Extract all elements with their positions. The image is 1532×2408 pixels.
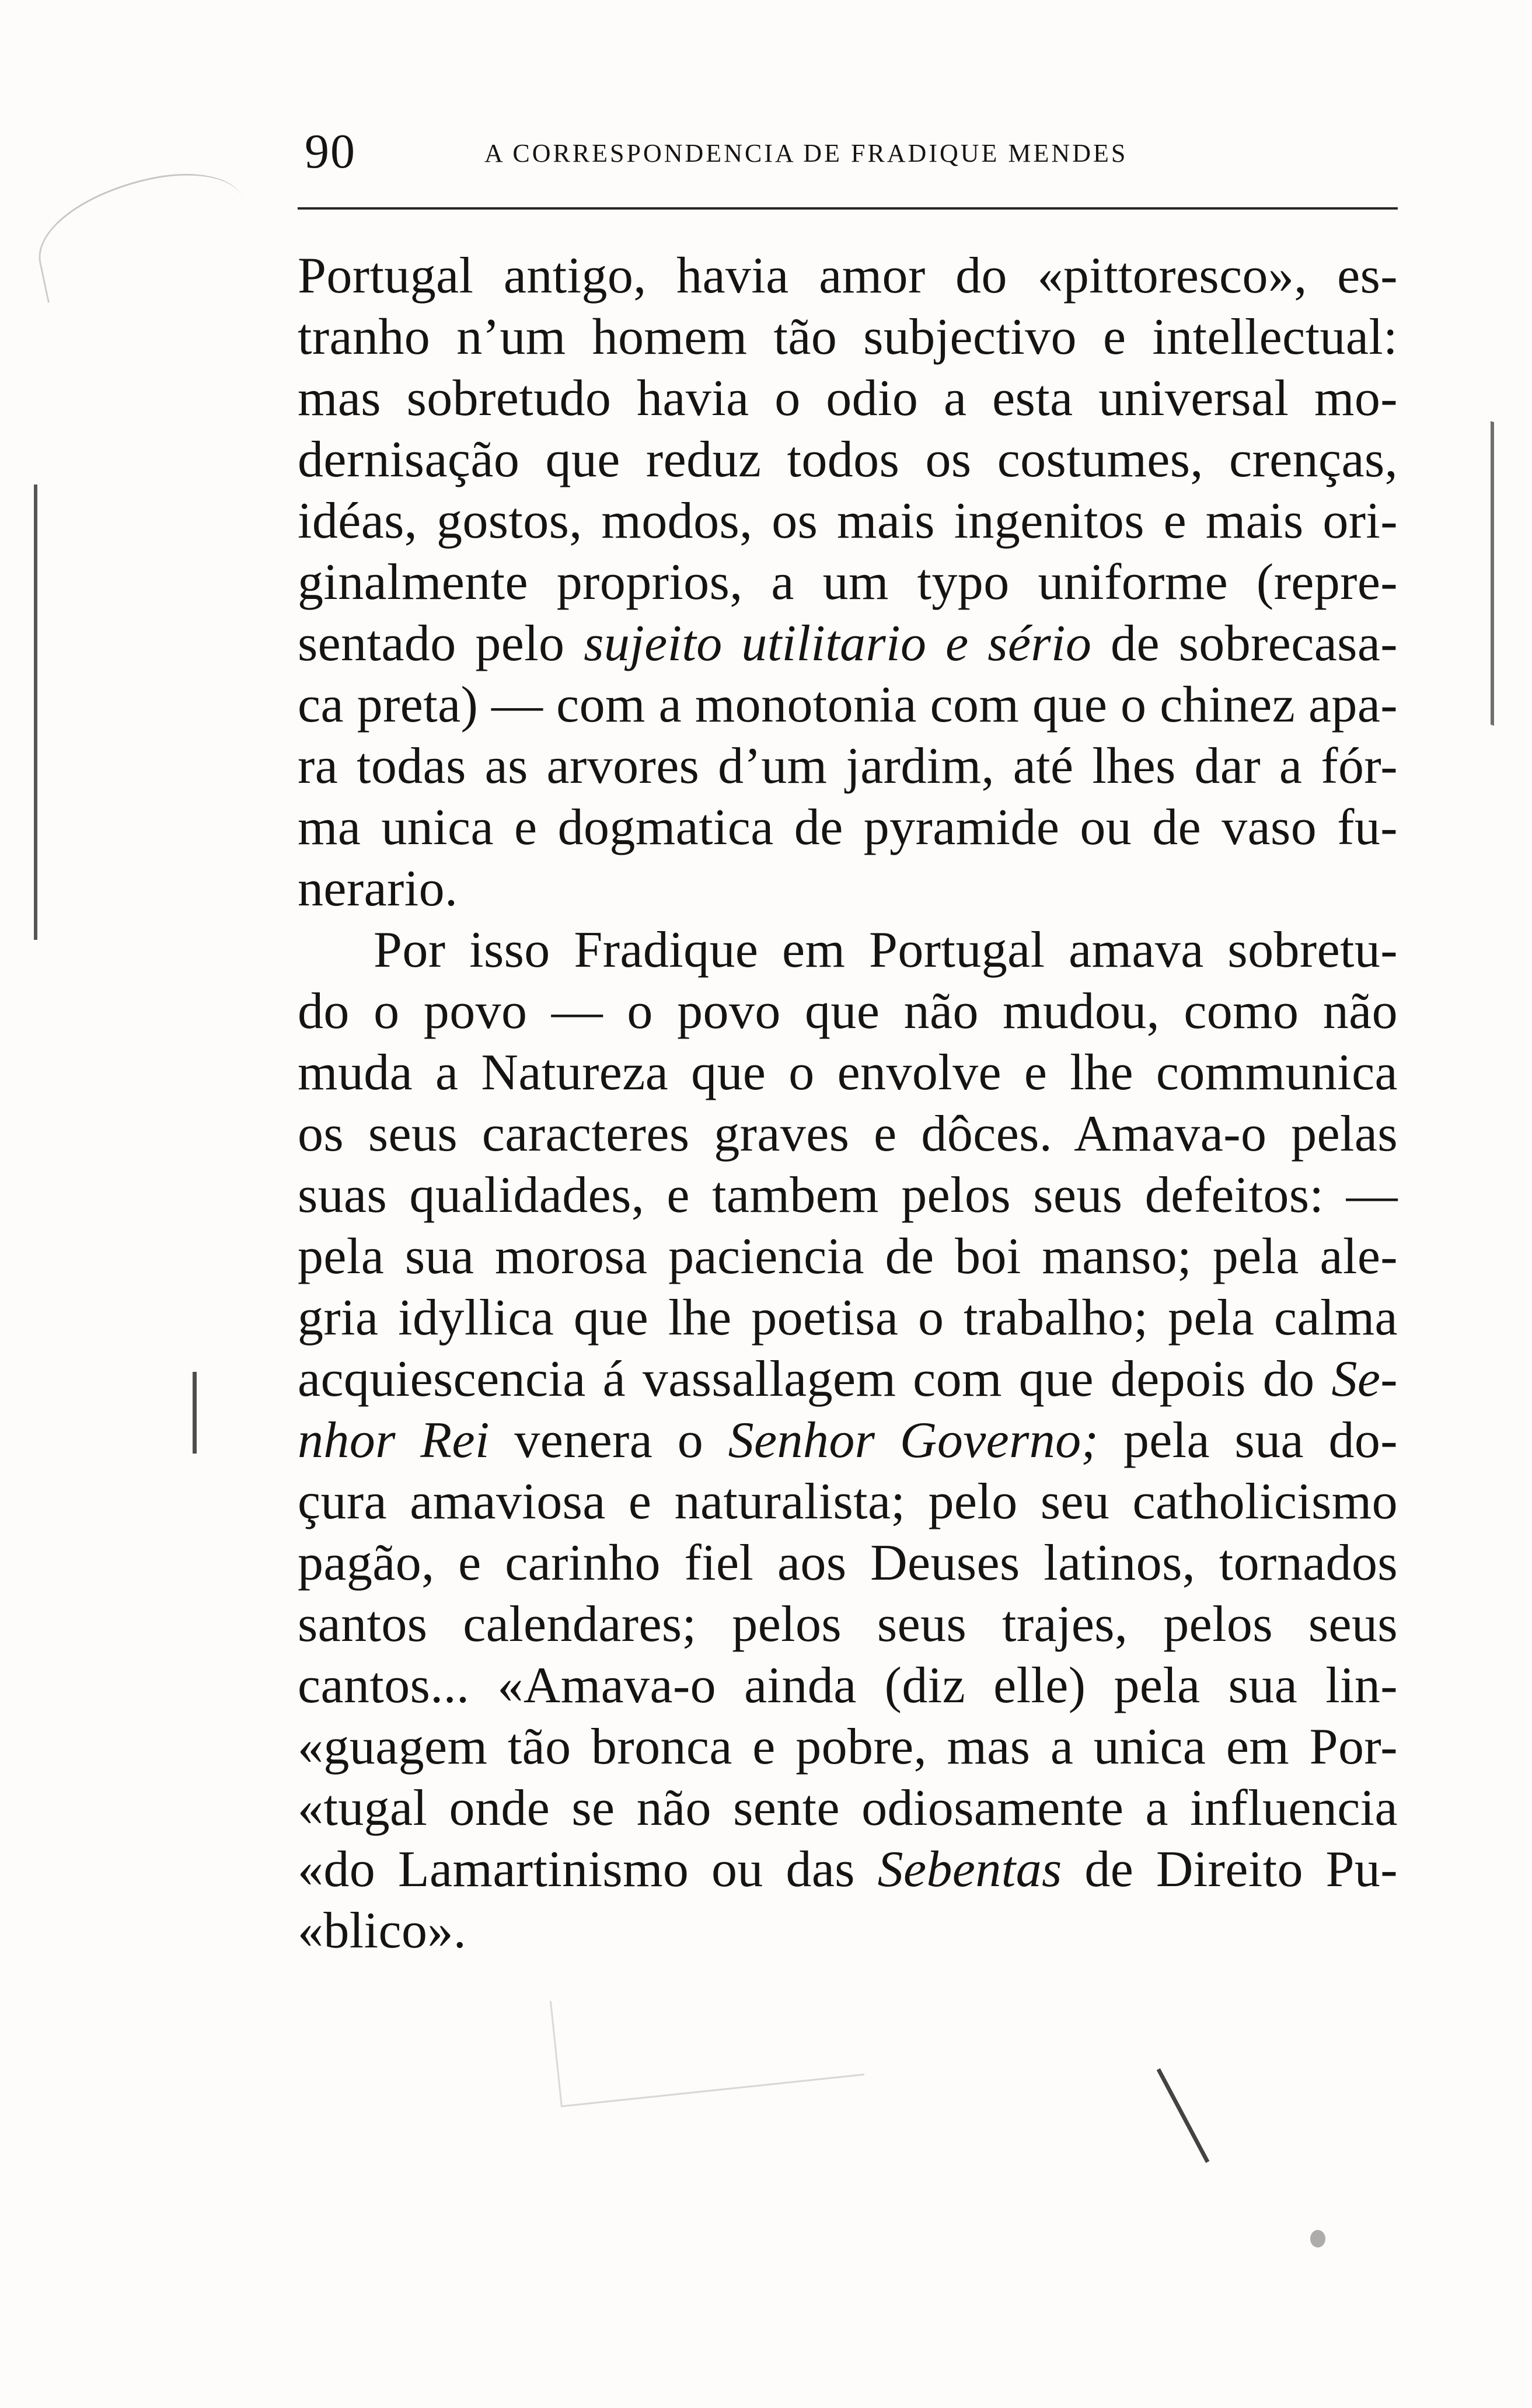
margin-tick-mark <box>193 1372 197 1454</box>
text-line: idéas, gostos, modos, os mais ingenitos e mais ori- <box>298 493 1398 549</box>
text-line: «guagem tão bronca e pobre, mas a unica em Por- <box>298 1719 1398 1775</box>
italic-phrase: Se- <box>1331 1351 1398 1407</box>
text-line: pela sua morosa paciencia de boi manso; pela ale- <box>298 1228 1398 1285</box>
ink-dot <box>1310 2230 1325 2247</box>
text-line: çura amaviosa e naturalista; pelo seu catholicismo <box>298 1473 1398 1530</box>
text-line: mas sobretudo havia o odio a esta universal mo- <box>298 370 1398 427</box>
check-mark <box>1157 2052 1241 2163</box>
pencil-scribble-mark <box>27 160 255 303</box>
text-line: ca preta) — com a monotonia com que o chinez apa- <box>298 677 1398 733</box>
text-line: suas qualidades, e tambem pelos seus defeitos: — <box>298 1167 1398 1224</box>
pencil-scribble-bottom <box>550 1969 864 2107</box>
page-number: 90 <box>305 124 356 179</box>
text-line: ra todas as arvores d’um jardim, até lhes dar a fór- <box>298 738 1398 794</box>
text-line <box>298 1839 1398 1900</box>
text-line: Por isso Fradique em Portugal amava sobretu- <box>374 922 1398 978</box>
running-head: A CORRESPONDENCIA DE FRADIQUE MENDES <box>484 139 1128 168</box>
text-line: tranho n’um homem tão subjectivo e intellectual: <box>298 309 1398 365</box>
text-line <box>298 1348 1398 1410</box>
text-segment: «do Lamartinismo ou das <box>298 1841 855 1898</box>
text-segment: pela sua do- <box>1123 1412 1398 1469</box>
text-line: ginalmente proprios, a um typo uniforme (repre- <box>298 554 1398 611</box>
text-line: santos calendares; pelos seus trajes, pelos seus <box>298 1596 1398 1653</box>
text-line: nerario. <box>298 860 458 917</box>
text-segment: acquiescencia á vassallagem com que depois do <box>298 1351 1315 1407</box>
text-segment: venera o <box>514 1412 704 1469</box>
text-line: pagão, e carinho fiel aos Deuses latinos, tornados <box>298 1535 1398 1591</box>
margin-line-mark <box>34 485 37 940</box>
text-line: Portugal antigo, havia amor do «pittoresco», es- <box>298 248 1398 304</box>
italic-phrase: Senhor Governo; <box>728 1412 1099 1469</box>
text-line <box>298 1410 1398 1471</box>
text-line: gria idyllica que lhe poetisa o trabalho; pela calma <box>298 1290 1398 1346</box>
header-rule <box>298 207 1398 210</box>
italic-phrase: Sebentas <box>877 1841 1062 1898</box>
text-line: ma unica e dogmatica de pyramide ou de vaso fu- <box>298 799 1398 856</box>
text-line: «tugal onde se não sente odiosamente a influencia <box>298 1780 1398 1837</box>
text-line <box>298 613 1398 674</box>
margin-bracket-mark <box>1482 419 1494 726</box>
text-line: cantos... «Amava-o ainda (diz elle) pela sua lin- <box>298 1657 1398 1714</box>
italic-phrase: nhor Rei <box>298 1412 490 1469</box>
body-text <box>298 245 1398 1961</box>
page-header <box>298 120 1398 184</box>
text-line: dernisação que reduz todos os costumes, crenças, <box>298 431 1398 488</box>
text-segment: sentado pelo <box>298 615 565 672</box>
italic-phrase: sujeito utilitario e sério <box>584 615 1092 672</box>
text-line: muda a Natureza que o envolve e lhe communica <box>298 1044 1398 1101</box>
text-line: do o povo — o povo que não mudou, como não <box>298 983 1398 1040</box>
text-line: os seus caracteres graves e dôces. Amava-o pelas <box>298 1106 1398 1162</box>
text-segment: de Direito Pu- <box>1084 1841 1398 1898</box>
text-segment: de sobrecasa- <box>1111 615 1398 672</box>
text-line: «blico». <box>298 1902 467 1959</box>
